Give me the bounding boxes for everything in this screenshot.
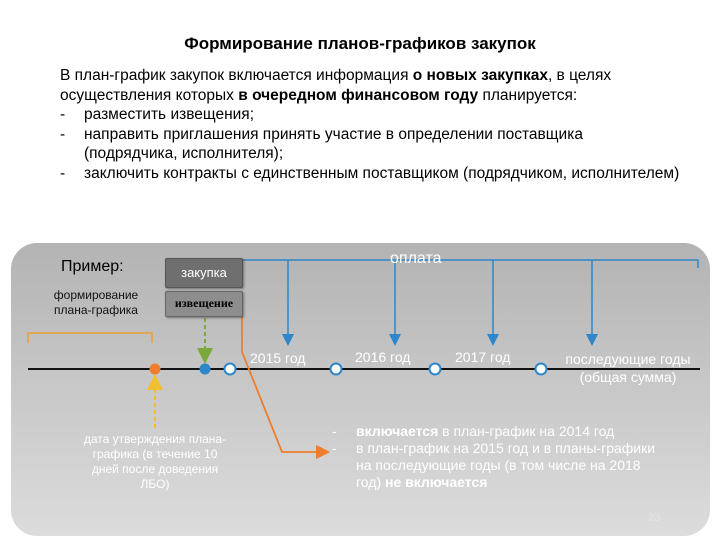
marker-start-2015 [225, 364, 236, 375]
payment-bracket [241, 260, 698, 268]
intro-emphasis-next-year: в очередном финансовом году [238, 86, 479, 104]
notice-box: извещение [165, 291, 243, 317]
note-item [332, 423, 662, 440]
year-label-2016: 2016 год [355, 349, 411, 365]
marker-2015 [331, 364, 342, 375]
note-part: в план-график на 2014 год [438, 423, 615, 439]
note-text [356, 440, 662, 491]
page-number: 23 [648, 512, 661, 524]
year-label-2015: 2015 год [250, 350, 306, 366]
intro-part: планируется: [478, 86, 578, 104]
slide-title: Формирование планов-графиков закупок [184, 34, 536, 53]
formation-bracket [28, 333, 152, 343]
payment-label: оплата [390, 250, 442, 267]
approval-date-label: дата утверждения плана-графика (в течение 10 дней после доведения ЛБО) [83, 432, 227, 491]
later-years-line: последующие годы [565, 351, 691, 367]
bullet-dash: - [60, 164, 66, 182]
marker-2016 [430, 364, 441, 375]
marker-2017 [536, 364, 547, 375]
bullet-text: направить приглашения принять участие в определении поставщика (подрядчика, исполнителя); [84, 125, 583, 162]
notes-connector [242, 305, 323, 452]
approval-marker [150, 364, 161, 375]
intro-part: , в целях осуществления которых [60, 67, 612, 104]
note-text [356, 423, 614, 440]
bullet-dash: - [60, 125, 66, 143]
year-label-2017: 2017 год [455, 349, 511, 365]
later-years-label [558, 350, 698, 386]
later-years-total: (общая сумма) [579, 369, 677, 385]
note-emphasis: включается [356, 423, 439, 439]
bullet-text: разместить извещения; [84, 106, 255, 123]
note-part: в план-график на 2015 год и в планы-графики на последующие годы (в том числе на 2018 год) [356, 440, 656, 490]
notice-marker [200, 364, 211, 375]
formation-label: формирование плана-графика [53, 288, 139, 317]
example-label: Пример: [61, 258, 124, 275]
bullet-dash: - [60, 106, 66, 123]
intro-part: В план-график закупок включается информация [60, 67, 413, 84]
intro-emphasis-new-purchases: о новых закупках [412, 67, 548, 84]
purchase-box: закупка [165, 258, 243, 288]
note-emphasis: не включается [385, 474, 488, 490]
bullet-dash: - [332, 440, 337, 456]
bullet-dash: - [332, 423, 337, 439]
note-item [332, 440, 662, 491]
inclusion-notes [332, 423, 662, 491]
bullet-text: заключить контракты с единственным поставщиком (подрядчиком, исполнителем) [84, 164, 680, 182]
